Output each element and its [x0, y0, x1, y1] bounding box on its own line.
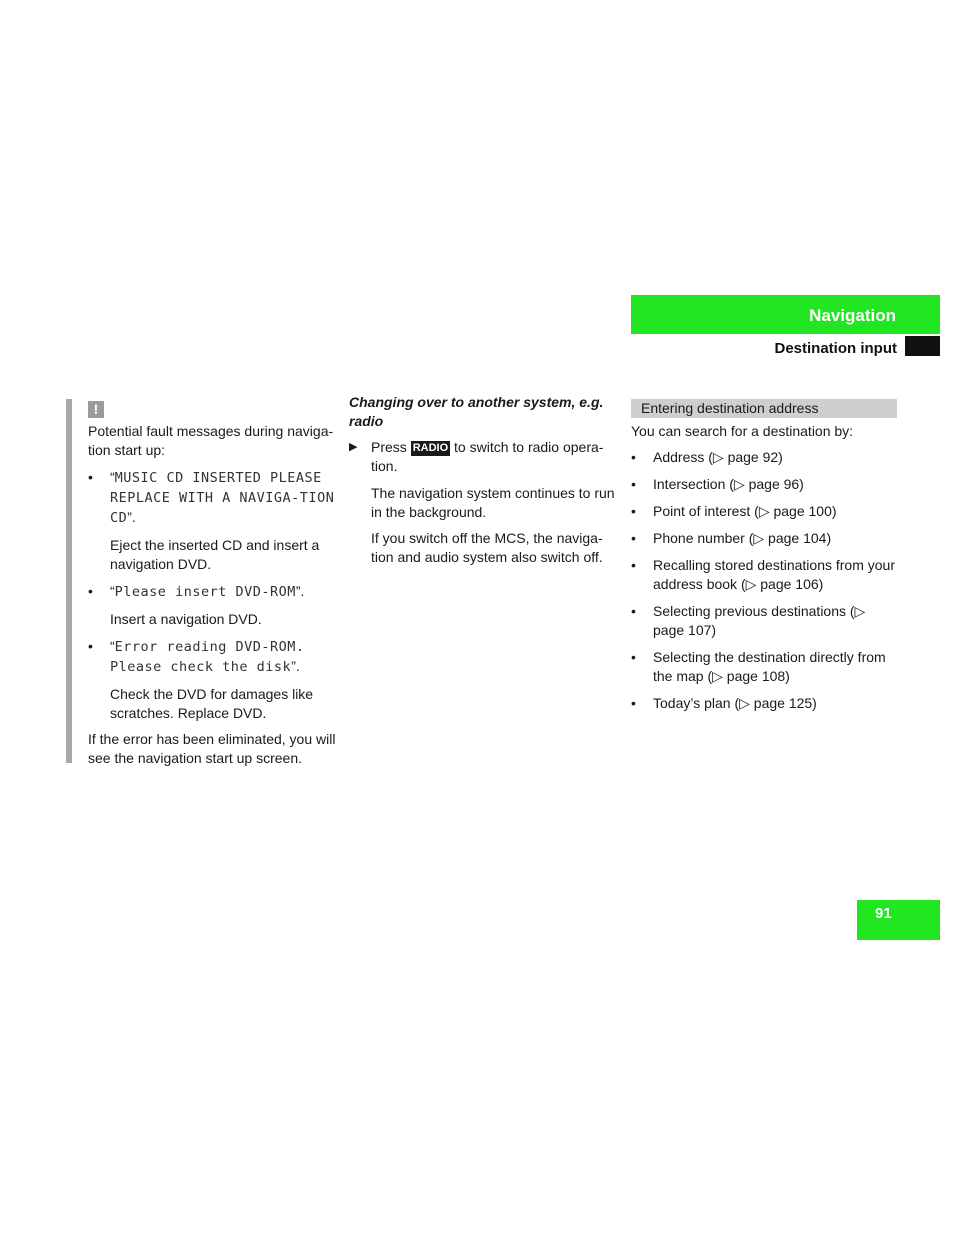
list-item: • “Please insert DVD-ROM”. [88, 582, 336, 602]
section-heading: Changing over to another system, e.g. radio [349, 394, 604, 429]
list-item: • Phone number (▷ page 104) [631, 529, 897, 548]
radio-switch-section [349, 393, 615, 567]
list-item: • Address (▷ page 92) [631, 448, 897, 467]
step-press-text: Press [371, 439, 407, 455]
instruction-step [349, 438, 615, 476]
warning-icon: ! [88, 401, 104, 418]
step-rest-text: to switch to radio opera-tion. [371, 439, 604, 474]
fault-action: Insert a navigation DVD. [110, 611, 262, 627]
paragraph: The navigation system continues to run in the background. [371, 485, 615, 520]
chapter-header-bar [631, 295, 940, 334]
list-item: • “MUSIC CD INSERTED PLEASE REPLACE WITH A NAVIGA-TION CD”. [88, 468, 336, 528]
radio-key-icon: RADIO [412, 442, 449, 454]
paragraph: If you switch off the MCS, the naviga-tion and audio system also switch off. [371, 530, 603, 565]
step-arrow-icon: ▶ [349, 441, 358, 453]
section-tab-marker [905, 336, 940, 356]
fault-action: Eject the inserted CD and insert a navigation DVD. [110, 537, 320, 572]
section-title: Destination input [774, 340, 897, 357]
list-item: • “Error reading DVD-ROM. Please check the disk”. [88, 637, 336, 677]
section-heading: Entering destination address [631, 399, 897, 418]
list-item: • Recalling stored destinations from your address book (▷ page 106) [631, 556, 897, 594]
warning-note [88, 400, 336, 768]
warning-side-rule [66, 399, 72, 763]
page-number-box [857, 900, 940, 940]
destination-section [631, 399, 897, 713]
page-number: 91 [875, 905, 892, 922]
fault-message: MUSIC CD INSERTED PLEASE REPLACE WITH A NAVIGA-TION CD [110, 470, 335, 526]
warning-intro: Potential fault messages during naviga-tion start up: [88, 423, 334, 458]
warning-outro: If the error has been eliminated, you will see the navigation start up screen. [88, 731, 336, 766]
fault-message: Error reading DVD-ROM. Please check the disk [110, 639, 305, 675]
fault-action: Check the DVD for damages like scratches. Replace DVD. [110, 686, 314, 721]
list-item: • Today’s plan (▷ page 125) [631, 694, 897, 713]
chapter-title: Navigation [809, 306, 896, 325]
list-item: • Point of interest (▷ page 100) [631, 502, 897, 521]
fault-message: Please insert DVD-ROM [114, 584, 296, 600]
list-item: • Selecting the destination directly from the map (▷ page 108) [631, 648, 897, 686]
section-intro: You can search for a destination by: [631, 423, 854, 439]
list-item: • Intersection (▷ page 96) [631, 475, 897, 494]
list-item: • Selecting previous destinations (▷ page 107) [631, 602, 897, 640]
